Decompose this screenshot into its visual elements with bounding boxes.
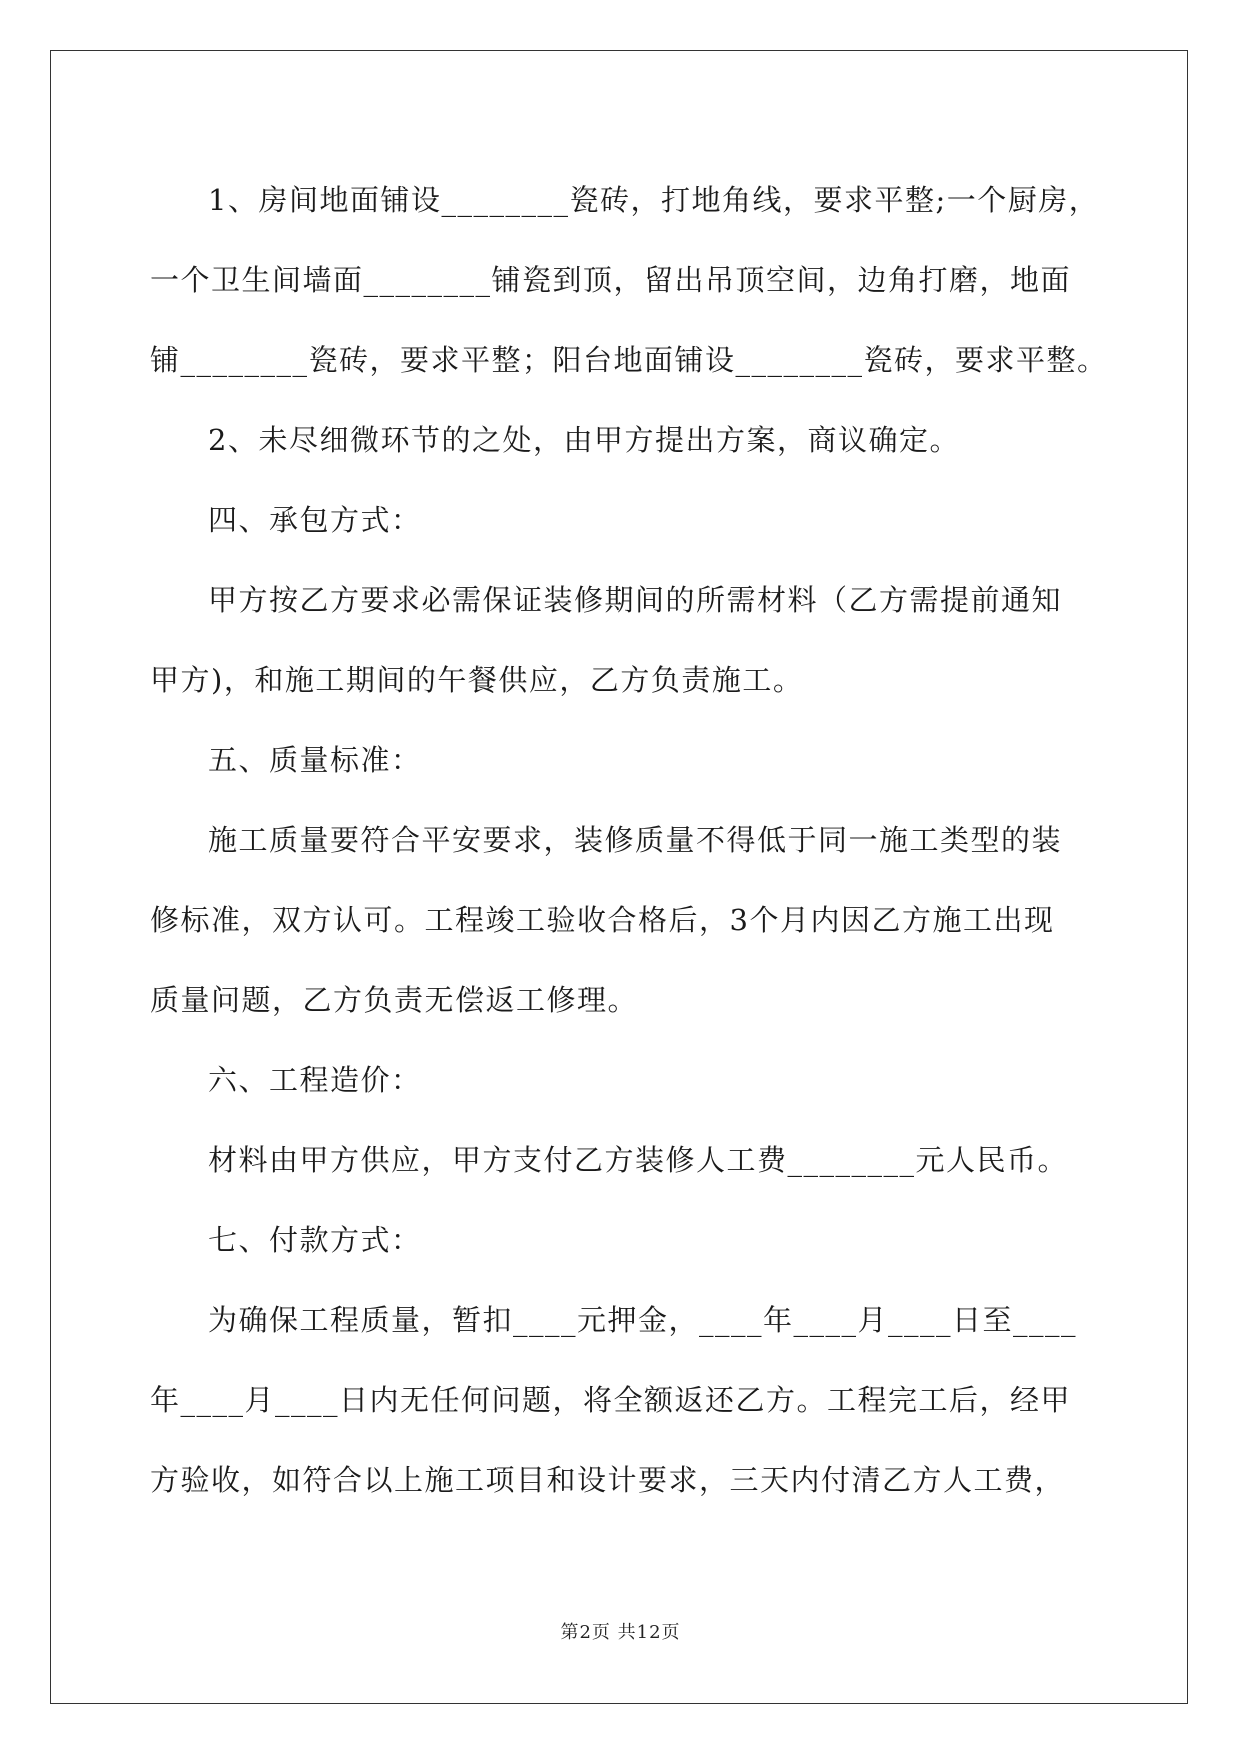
- text-line: 修标准，双方认可。工程竣工验收合格后，3个月内因乙方施工出现: [150, 903, 1055, 937]
- text-line: 2、未尽细微环节的之处，由甲方提出方案，商议确定。: [208, 423, 960, 457]
- text-line: 材料由甲方供应，甲方支付乙方装修人工费________元人民币。: [208, 1143, 1069, 1177]
- section-heading-payment-method: [150, 1200, 1110, 1280]
- text-line: 年____月____日内无任何问题，将全额返还乙方。工程完工后，经甲: [150, 1383, 1072, 1417]
- paragraph-project-cost: [150, 1120, 1110, 1200]
- section-heading-quality-standard: [150, 720, 1110, 800]
- text-line: 甲方按乙方要求必需保证装修期间的所需材料（乙方需提前通知: [208, 583, 1063, 617]
- paragraph-unresolved-details: [150, 400, 1110, 480]
- paragraph-floor-tiles: [150, 160, 1110, 400]
- text-line: 1、房间地面铺设________瓷砖，打地角线，要求平整;一个厨房，: [208, 183, 1100, 217]
- text-line: 方验收，如符合以上施工项目和设计要求，三天内付清乙方人工费，: [150, 1463, 1066, 1497]
- text-line: 四、承包方式：: [208, 503, 422, 537]
- text-line: 为确保工程质量，暂扣____元押金，____年____月____日至____: [208, 1303, 1078, 1337]
- text-line: 一个卫生间墙面________铺瓷到顶，留出吊顶空间，边角打磨，地面: [150, 263, 1072, 297]
- section-heading-contract-method: [150, 480, 1110, 560]
- text-line: 七、付款方式：: [208, 1223, 422, 1257]
- text-line: 铺________瓷砖，要求平整；阳台地面铺设________瓷砖，要求平整。: [150, 343, 1108, 377]
- text-line: 五、质量标准：: [208, 743, 422, 777]
- section-heading-project-cost: [150, 1040, 1110, 1120]
- document-body: [150, 160, 1110, 1520]
- paragraph-contract-method: [150, 560, 1110, 720]
- text-line: 甲方)，和施工期间的午餐供应，乙方负责施工。: [150, 663, 804, 697]
- paragraph-quality-standard: [150, 800, 1110, 1040]
- text-line: 施工质量要符合平安要求，装修质量不得低于同一施工类型的装: [208, 823, 1063, 857]
- paragraph-payment-method: [150, 1280, 1110, 1520]
- text-line: 质量问题，乙方负责无偿返工修理。: [150, 983, 639, 1017]
- text-line: 六、工程造价：: [208, 1063, 422, 1097]
- page-number-footer: 第2页 共12页: [560, 1622, 681, 1643]
